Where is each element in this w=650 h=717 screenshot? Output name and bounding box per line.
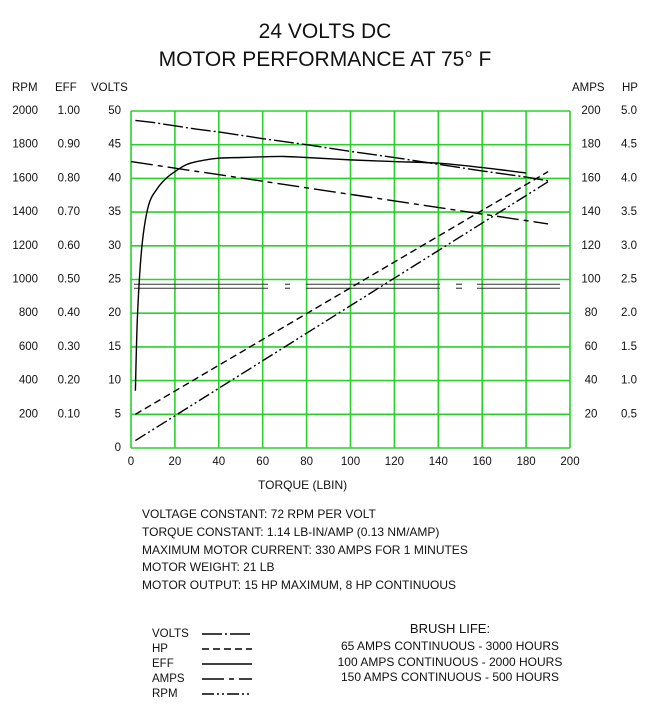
amps-tick-label: 180 bbox=[581, 138, 601, 151]
eff-tick-label: 0.60 bbox=[57, 239, 80, 252]
hp-axis-title: HP bbox=[622, 82, 638, 94]
chart-title-line1: 24 VOLTS DC bbox=[258, 20, 392, 43]
legend-swatch-solid bbox=[202, 661, 252, 667]
eff-tick-label: 0.70 bbox=[57, 206, 80, 219]
volts-tick-label: 25 bbox=[108, 273, 121, 286]
eff-tick-label: 0.30 bbox=[57, 340, 80, 353]
brush-life-line: 150 AMPS CONTINUOUS - 500 HOURS bbox=[340, 670, 560, 684]
amps-tick-label: 80 bbox=[584, 307, 598, 320]
legend-item-rpm bbox=[152, 686, 252, 701]
legend-swatch-dash-dot bbox=[202, 631, 252, 637]
hp-tick-label: 5.0 bbox=[621, 105, 637, 118]
volts-tick-label: 30 bbox=[108, 239, 121, 252]
rpm-tick-label: 1800 bbox=[12, 138, 38, 151]
spec-motor-output: MOTOR OUTPUT: 15 HP MAXIMUM, 8 HP CONTINUOUS bbox=[142, 578, 457, 593]
rpm-tick-label: 1200 bbox=[12, 239, 38, 252]
legend-swatch-dash-dot-dot bbox=[202, 691, 252, 697]
x-tick-label: 160 bbox=[472, 456, 492, 469]
volts-tick-label: 45 bbox=[108, 138, 121, 151]
legend-label: EFF bbox=[152, 657, 174, 670]
legend-item-amps bbox=[152, 671, 252, 686]
series-line-hp bbox=[135, 172, 548, 415]
amps-tick-label: 20 bbox=[584, 408, 598, 421]
eff-tick-label: 0.90 bbox=[57, 138, 80, 151]
rpm-tick-label: 400 bbox=[18, 374, 38, 387]
spec-torque-constant: TORQUE CONSTANT: 1.14 LB-IN/AMP (0.13 NM/AMP) bbox=[142, 524, 440, 539]
rpm-tick-label: 600 bbox=[18, 340, 38, 353]
eff-tick-label: 0.20 bbox=[57, 374, 80, 387]
spec-list bbox=[142, 506, 468, 595]
amps-tick-label: 140 bbox=[581, 206, 601, 219]
rpm-tick-label: 1000 bbox=[12, 273, 38, 286]
legend-label: AMPS bbox=[152, 672, 185, 685]
brush-life-line: 65 AMPS CONTINUOUS - 3000 HOURS bbox=[340, 639, 560, 653]
series-line-rpm bbox=[135, 182, 548, 441]
x-tick-label: 0 bbox=[127, 456, 135, 469]
rpm-tick-label: 1400 bbox=[12, 206, 38, 219]
x-tick-label: 180 bbox=[516, 456, 536, 469]
brush-life-line: 100 AMPS CONTINUOUS - 2000 HOURS bbox=[337, 654, 563, 669]
eff-tick-label: 1.00 bbox=[57, 105, 80, 118]
amps-tick-label: 200 bbox=[581, 105, 601, 118]
volts-tick-label: 40 bbox=[108, 172, 121, 185]
x-tick-label: 60 bbox=[256, 456, 270, 469]
volts-axis-title: VOLTS bbox=[91, 82, 128, 94]
volts-tick-label: 15 bbox=[108, 340, 121, 353]
x-tick-label: 200 bbox=[560, 456, 580, 469]
eff-tick-label: 0.10 bbox=[57, 408, 80, 421]
amps-tick-label: 100 bbox=[581, 273, 601, 286]
volts-tick-label: 5 bbox=[114, 408, 121, 421]
legend bbox=[152, 626, 252, 701]
x-tick-label: 40 bbox=[212, 456, 226, 469]
eff-tick-label: 0.40 bbox=[57, 307, 80, 320]
hp-tick-label: 1.0 bbox=[621, 374, 637, 387]
legend-label: HP bbox=[152, 642, 168, 655]
rpm-tick-label: 200 bbox=[18, 408, 38, 421]
eff-tick-label: 0.50 bbox=[57, 273, 80, 286]
spec-voltage-constant: VOLTAGE CONSTANT: 72 RPM PER VOLT bbox=[142, 507, 376, 521]
chart-title-line2: MOTOR PERFORMANCE AT 75° F bbox=[158, 48, 492, 71]
hp-tick-label: 3.0 bbox=[621, 239, 637, 252]
hp-tick-label: 4.0 bbox=[621, 172, 637, 185]
spec-max-current: MAXIMUM MOTOR CURRENT: 330 AMPS FOR 1 MINUTES bbox=[142, 542, 468, 557]
x-axis-title: TORQUE (LBIN) bbox=[258, 478, 348, 492]
x-tick-label: 140 bbox=[428, 456, 448, 469]
volts-tick-label: 10 bbox=[108, 374, 121, 387]
rpm-tick-label: 2000 bbox=[12, 105, 38, 118]
eff-axis-title: EFF bbox=[55, 82, 77, 94]
hp-tick-label: 0.5 bbox=[621, 408, 637, 421]
volts-tick-label: 50 bbox=[108, 105, 121, 118]
hp-tick-label: 3.5 bbox=[621, 206, 637, 219]
volts-tick-label: 35 bbox=[108, 206, 121, 219]
spec-motor-weight: MOTOR WEIGHT: 21 LB bbox=[142, 560, 275, 575]
amps-tick-label: 40 bbox=[584, 374, 598, 387]
legend-label: RPM bbox=[152, 687, 178, 700]
legend-swatch-long-short-dash bbox=[202, 676, 252, 682]
legend-item-eff bbox=[152, 656, 252, 671]
brush-life-heading: BRUSH LIFE: bbox=[409, 621, 491, 636]
x-tick-label: 20 bbox=[168, 456, 182, 469]
amps-tick-label: 160 bbox=[581, 172, 601, 185]
volts-tick-label: 0 bbox=[114, 442, 121, 455]
rpm-axis-title: RPM bbox=[12, 82, 38, 94]
hp-tick-label: 2.5 bbox=[621, 273, 637, 286]
amps-tick-label: 60 bbox=[584, 340, 598, 353]
hp-tick-label: 2.0 bbox=[621, 307, 637, 320]
x-tick-label: 120 bbox=[384, 456, 404, 469]
amps-axis-title: AMPS bbox=[572, 82, 605, 94]
legend-item-volts bbox=[152, 626, 252, 641]
x-tick-label: 80 bbox=[300, 456, 313, 469]
legend-swatch-dashed bbox=[202, 646, 252, 652]
amps-tick-label: 120 bbox=[581, 239, 601, 252]
volts-tick-label: 20 bbox=[108, 307, 121, 320]
legend-item-hp bbox=[152, 641, 252, 656]
rpm-tick-label: 800 bbox=[18, 307, 38, 320]
hp-tick-label: 4.5 bbox=[621, 138, 637, 151]
rpm-tick-label: 1600 bbox=[12, 172, 38, 185]
legend-label: VOLTS bbox=[152, 627, 189, 640]
hp-tick-label: 1.5 bbox=[621, 340, 637, 353]
eff-tick-label: 0.80 bbox=[57, 172, 80, 185]
brush-life-box bbox=[325, 621, 575, 686]
x-tick-label: 100 bbox=[340, 456, 361, 469]
